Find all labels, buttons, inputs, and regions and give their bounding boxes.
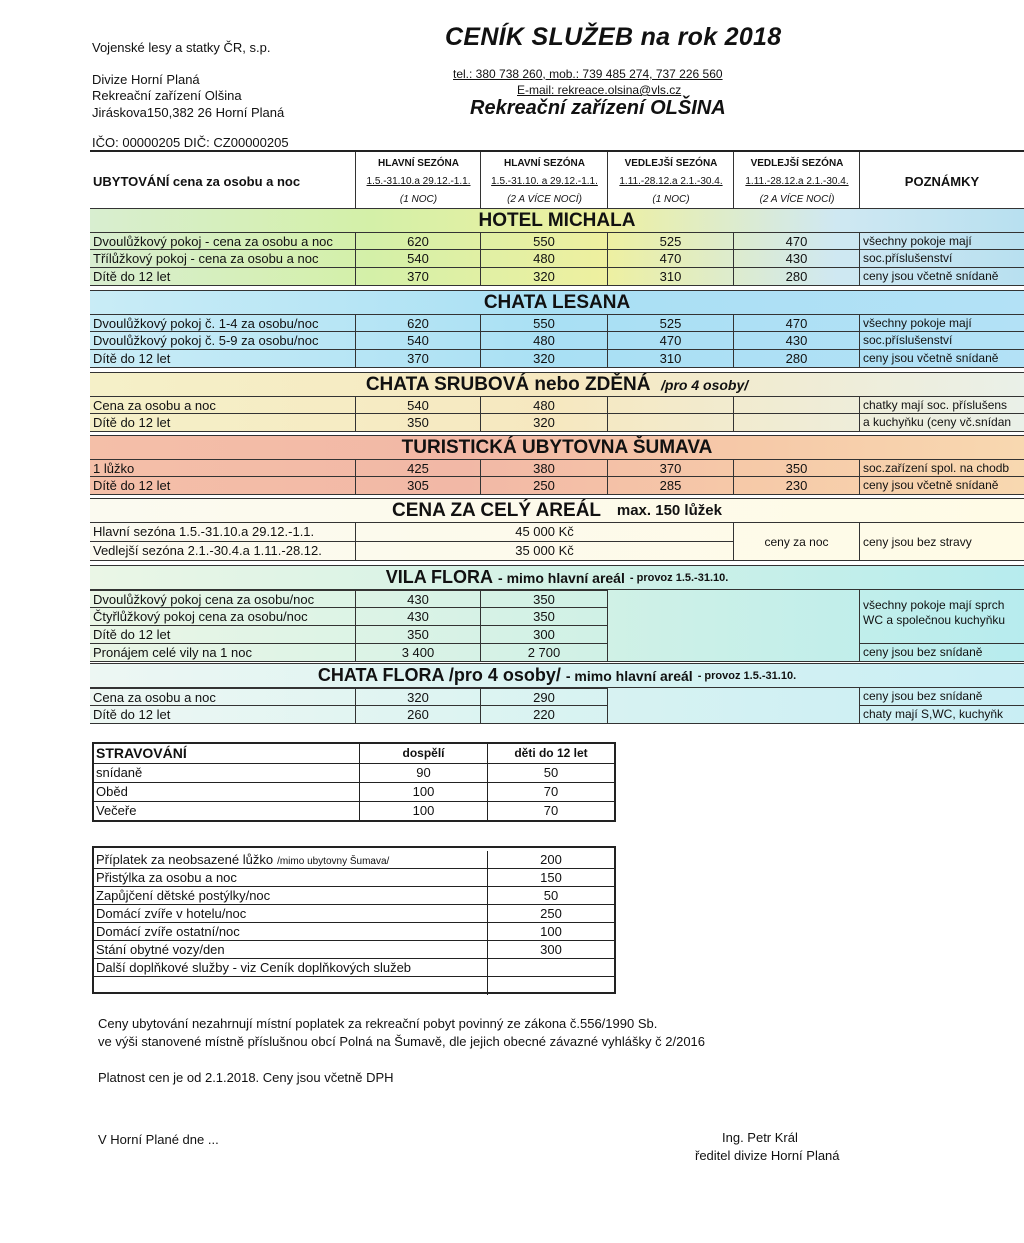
price-cell: 430 [734, 250, 860, 267]
extra-price: 100 [488, 923, 614, 941]
row-label: Dvoulůžkový pokoj - cena za osobu a noc [90, 233, 356, 249]
meal-adult-price: 100 [360, 802, 488, 821]
row-label: Cena za osobu a noc [90, 689, 356, 705]
price-cell: 320 [481, 268, 608, 285]
price-cell: 470 [734, 233, 860, 249]
col-main-2-nights: (2 A VÍCE NOCÍ) [507, 194, 582, 205]
extra-label-text: Další doplňkové služby - viz Ceník doplňkových služeb [96, 960, 412, 975]
extra-price [488, 977, 614, 995]
srubova-rows [90, 396, 1024, 432]
price-row [90, 268, 1024, 286]
price-cell: 300 [481, 626, 608, 643]
row-label: Dvoulůžkový pokoj cena za osobu/noc [90, 591, 356, 607]
meal-adult-price: 90 [360, 764, 488, 783]
row-note: soc.příslušenství [863, 333, 953, 347]
michala-rows [90, 232, 1024, 286]
extra-label-text: Zapůjčení dětské postýlky/noc [96, 888, 271, 903]
extra-price: 150 [488, 869, 614, 887]
meal-child-price: 50 [488, 764, 614, 783]
extras-table [92, 846, 616, 994]
price-row [90, 414, 1024, 432]
meals-header-children: děti do 12 let [488, 744, 614, 764]
price-row [90, 250, 1024, 268]
vila-flora-note-3: ceny jsou bez snídaně [860, 644, 1024, 662]
price-cell [734, 397, 860, 413]
price-cell: 280 [734, 268, 860, 285]
footer-note-1: Ceny ubytování nezahrnují místní poplatek za rekreační pobyt povinný ze zákona č.556/1990 Sb. [98, 1016, 658, 1031]
facility-name: Rekreační zařízení Olšina [92, 88, 242, 103]
chata-flora-table [90, 687, 1024, 724]
col-main-1-dates: 1.5.-31.10.a 29.12.-1.1. [366, 176, 471, 187]
sumava-rows [90, 459, 1024, 495]
price-row [90, 396, 1024, 414]
areal-title: CENA ZA CELÝ AREÁL [392, 499, 602, 521]
lesana-rows [90, 314, 1024, 368]
price-row [90, 706, 608, 724]
price-cell: 525 [608, 315, 734, 331]
company-name: Vojenské lesy a statky ČR, s.p. [92, 40, 271, 55]
row-note: soc.zařízení spol. na chodb [863, 460, 1010, 475]
col-off-2-dates: 1.11.-28.12.a 2.1.-30.4. [745, 176, 849, 187]
validity-note: Platnost cen je od 2.1.2018. Ceny jsou včetně DPH [98, 1070, 394, 1085]
col-main-2 [481, 152, 608, 210]
section-title-lesana: CHATA LESANA [90, 290, 1024, 314]
price-cell [734, 414, 860, 431]
price-cell: 310 [608, 268, 734, 285]
extra-label-text: Příplatek za neobsazené lůžko [96, 852, 274, 867]
areal-per-night: ceny za noc [734, 523, 860, 561]
price-cell: 430 [356, 608, 481, 625]
areal-table [90, 522, 1024, 561]
price-cell: 470 [608, 332, 734, 349]
signer-role: ředitel divize Horní Planá [695, 1148, 840, 1163]
price-cell: 370 [356, 268, 481, 285]
row-label: Dítě do 12 let [90, 626, 356, 643]
col-main-2-title: HLAVNÍ SEZÓNA [504, 158, 585, 169]
section-title-michala: HOTEL MICHALA [90, 208, 1024, 232]
price-cell: 250 [481, 477, 608, 494]
price-cell: 540 [356, 332, 481, 349]
col-main-1 [356, 152, 481, 210]
col-off-1-title: VEDLEJŠÍ SEZÓNA [624, 158, 718, 169]
price-cell: 290 [481, 689, 608, 705]
price-cell: 550 [481, 233, 608, 249]
price-cell: 540 [356, 250, 481, 267]
price-row [90, 459, 1024, 477]
price-cell: 480 [481, 397, 608, 413]
col-main-1-nights: (1 NOC) [399, 194, 438, 205]
facility-subtitle: Rekreační zařízení OLŠINA [470, 97, 726, 119]
price-cell: 320 [481, 350, 608, 367]
chata-flora-suffix: - mimo hlavní areál [565, 667, 693, 684]
row-note: chatky mají soc. příslušens [863, 397, 1008, 412]
areal-title-suffix: max. 150 lůžek [616, 502, 722, 519]
vila-flora-empty [608, 590, 860, 662]
section-title-sumava: TURISTICKÁ UBYTOVNA ŠUMAVA [90, 435, 1024, 459]
meal-label: snídaně [94, 764, 360, 783]
col-main-1-title: HLAVNÍ SEZÓNA [378, 158, 459, 169]
chata-flora-op: - provoz 1.5.-31.10. [697, 669, 797, 682]
price-cell: 260 [356, 706, 481, 723]
extra-label [94, 851, 488, 869]
section-label: UBYTOVÁNÍ cena za osobu a noc [90, 152, 356, 210]
row-label: Dvoulůžkový pokoj č. 1-4 za osobu/noc [90, 315, 356, 331]
col-off-2 [734, 152, 860, 210]
price-cell: 350 [481, 591, 608, 607]
price-cell: 350 [481, 608, 608, 625]
footer-note-2: ve výši stanovené místně příslušnou obcí Polná na Šumavě, dle jejich obecné závazné vyhlášky č 2/2016 [98, 1034, 706, 1049]
extra-price: 250 [488, 905, 614, 923]
row-note: všechny pokoje mají [863, 315, 972, 330]
notes-header: POZNÁMKY [904, 173, 980, 189]
vila-flora-suffix: - mimo hlavní areál [498, 569, 625, 586]
price-cell: 380 [481, 460, 608, 476]
row-label: Dvoulůžkový pokoj č. 5-9 za osobu/noc [90, 332, 356, 349]
page-title: CENÍK SLUŽEB na rok 2018 [445, 23, 782, 51]
price-cell: 320 [481, 414, 608, 431]
vila-flora-title: VILA FLORA [385, 567, 494, 587]
price-cell: 540 [356, 397, 481, 413]
meal-label: Oběd [94, 783, 360, 802]
chata-flora-empty [608, 688, 860, 724]
section-title-srubova [90, 372, 1024, 396]
meal-label: Večeře [94, 802, 360, 821]
price-cell: 470 [608, 250, 734, 267]
meal-child-price: 70 [543, 803, 559, 818]
srubova-title: CHATA SRUBOVÁ nebo ZDĚNÁ [365, 373, 651, 395]
extra-price [488, 959, 614, 977]
areal-off-label: Vedlejší sezóna 2.1.-30.4.a 1.11.-28.12. [90, 542, 356, 561]
extra-label-note: /mimo ubytovny Šumava/ [277, 856, 390, 867]
price-row [90, 477, 1024, 495]
extra-label [94, 959, 488, 977]
meal-child-price: 70 [488, 783, 614, 802]
extra-label-text: Přistýlka za osobu a noc [96, 870, 237, 885]
extra-label-text: Domácí zvíře ostatní/noc [96, 924, 240, 939]
chata-flora-title: CHATA FLORA /pro 4 osoby/ [317, 665, 561, 685]
extra-label [94, 887, 488, 905]
row-label: Dítě do 12 let [90, 477, 356, 494]
extra-label [94, 869, 488, 887]
row-label: Dítě do 12 let [90, 350, 356, 367]
meals-header-label: STRAVOVÁNÍ [94, 744, 360, 764]
row-note: všechny pokoje mají [863, 233, 972, 248]
price-row [90, 314, 1024, 332]
col-main-2-dates: 1.5.-31.10. a 29.12.-1.1. [491, 176, 598, 187]
price-row [90, 350, 1024, 368]
price-cell: 480 [481, 332, 608, 349]
row-label: Dítě do 12 let [90, 706, 356, 723]
areal-main-label: Hlavní sezóna 1.5.-31.10.a 29.12.-1.1. [90, 523, 356, 542]
section-title-areal [90, 498, 1024, 522]
row-label: Cena za osobu a noc [90, 397, 356, 413]
vila-flora-note-a [860, 590, 1024, 644]
vila-flora-note-1: všechny pokoje mají sprch [863, 598, 1005, 612]
extra-label-text: Domácí zvíře v hotelu/noc [96, 906, 247, 921]
row-note: ceny jsou včetně snídaně [863, 351, 999, 365]
price-cell: 370 [356, 350, 481, 367]
section-title-chata-flora [90, 663, 1024, 687]
extra-label [94, 941, 488, 959]
col-off-1-nights: (1 NOC) [652, 194, 690, 205]
price-row [90, 644, 608, 662]
col-off-1-dates: 1.11.-28.12.a 2.1.-30.4. [619, 176, 723, 187]
extra-price: 200 [488, 851, 614, 869]
price-cell: 320 [356, 689, 481, 705]
price-row [90, 608, 608, 626]
row-note: ceny jsou včetně snídaně [863, 478, 999, 492]
row-note: ceny jsou bez snídaně [860, 688, 1024, 706]
row-label: Čtyřlůžkový pokoj cena za osobu/noc [90, 608, 356, 625]
address: Jiráskova150,382 26 Horní Planá [92, 105, 285, 120]
section-title-vila-flora [90, 565, 1024, 589]
price-cell: 470 [734, 315, 860, 331]
extra-price: 50 [488, 887, 614, 905]
price-row [90, 590, 608, 608]
vila-flora-table [90, 589, 1024, 662]
areal-main-price: 45 000 Kč [356, 523, 734, 542]
row-label: Třílůžkový pokoj - cena za osobu a noc [90, 250, 356, 267]
division-name: Divize Horní Planá [92, 72, 200, 87]
price-cell: 370 [608, 460, 734, 476]
row-note: chaty mají S,WC, kuchyňk [860, 706, 1024, 724]
price-cell [608, 414, 734, 431]
extra-label [94, 905, 488, 923]
price-cell: 350 [356, 414, 481, 431]
vila-flora-note-2: WC a společnou kuchyňku [863, 613, 1006, 627]
price-row [90, 688, 608, 706]
vila-flora-op: - provoz 1.5.-31.10. [629, 571, 729, 584]
extra-label [94, 923, 488, 941]
row-label: Pronájem celé vily na 1 noc [90, 644, 356, 661]
price-cell: 350 [734, 460, 860, 476]
row-label: 1 lůžko [90, 460, 356, 476]
phone-line: tel.: 380 738 260, mob.: 739 485 274, 737 226 560 [453, 67, 723, 81]
price-cell: 525 [608, 233, 734, 249]
price-cell: 230 [734, 477, 860, 494]
price-cell: 310 [608, 350, 734, 367]
company-ids: IČO: 00000205 DIČ: CZ00000205 [92, 135, 289, 150]
meals-header-adults: dospělí [360, 744, 488, 764]
price-cell: 305 [356, 477, 481, 494]
price-cell [608, 397, 734, 413]
col-off-2-nights: (2 A VÍCE NOCÍ) [759, 194, 835, 205]
price-cell: 220 [481, 706, 608, 723]
place-date: V Horní Plané dne ... [98, 1132, 219, 1147]
col-off-1 [608, 152, 734, 210]
email-line: E-mail: rekreace.olsina@vls.cz [517, 83, 682, 97]
extra-price: 300 [488, 941, 614, 959]
price-cell: 3 400 [356, 644, 481, 661]
extra-label-text: Stání obytné vozy/den [96, 942, 225, 957]
meal-adult-price: 100 [360, 783, 488, 802]
price-cell: 620 [356, 315, 481, 331]
areal-off-price: 35 000 Kč [356, 542, 734, 561]
row-note: soc.příslušenství [863, 251, 953, 265]
extra-label [94, 977, 488, 995]
row-note: a kuchyňku (ceny vč.snídan [863, 415, 1012, 429]
srubova-title-suffix: /pro 4 osoby/ [661, 376, 749, 393]
areal-note: ceny jsou bez stravy [860, 523, 1024, 561]
price-cell: 425 [356, 460, 481, 476]
price-cell: 285 [608, 477, 734, 494]
price-cell: 2 700 [481, 644, 608, 661]
price-cell: 430 [356, 591, 481, 607]
meals-table [92, 742, 616, 822]
column-header [90, 150, 1024, 212]
row-label: Dítě do 12 let [90, 268, 356, 285]
price-row [90, 232, 1024, 250]
signer-name: Ing. Petr Král [722, 1130, 798, 1145]
col-off-2-title: VEDLEJŠÍ SEZÓNA [750, 158, 844, 169]
price-cell: 550 [481, 315, 608, 331]
price-cell: 350 [356, 626, 481, 643]
price-cell: 430 [734, 332, 860, 349]
price-cell: 620 [356, 233, 481, 249]
row-label: Dítě do 12 let [90, 414, 356, 431]
price-row [90, 626, 608, 644]
price-cell: 280 [734, 350, 860, 367]
row-note: ceny jsou včetně snídaně [863, 269, 999, 283]
price-cell: 480 [481, 250, 608, 267]
price-row [90, 332, 1024, 350]
